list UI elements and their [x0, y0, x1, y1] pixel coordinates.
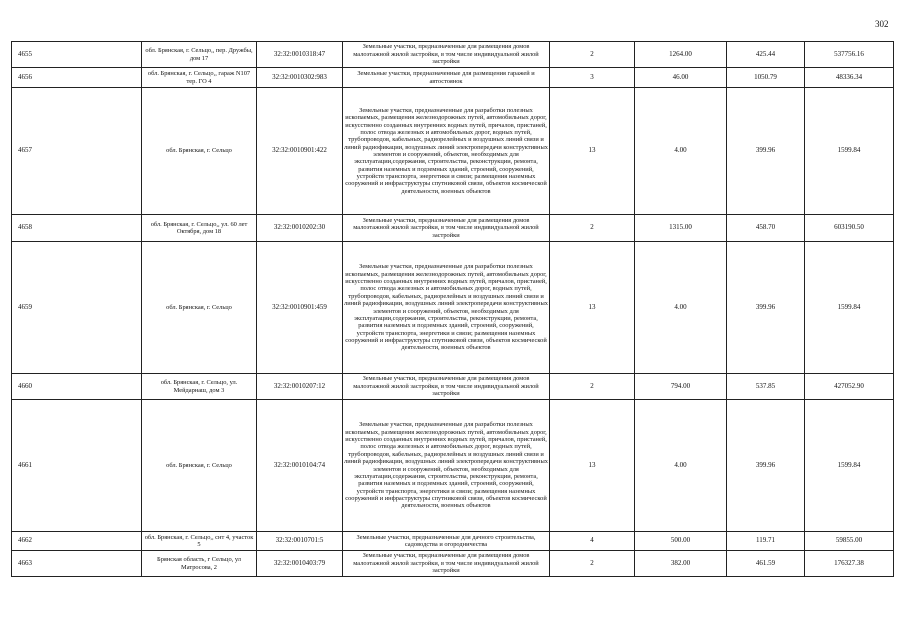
land-use-cell: Земельные участки, предназначенные для размещения домов малоэтажной жилой застройки, в том числе индивидуальной жилой застройки [343, 42, 550, 68]
area-cell: 794.00 [635, 374, 727, 400]
table-row [12, 242, 894, 374]
area-cell: 4.00 [635, 242, 727, 374]
specific-value-cell: 425.44 [727, 42, 805, 68]
specific-value-cell: 1050.79 [727, 68, 805, 88]
cadastral-value-cell: 176327.38 [805, 551, 894, 577]
specific-value-cell: 537.85 [727, 374, 805, 400]
area-cell: 4.00 [635, 88, 727, 215]
area-cell: 1315.00 [635, 215, 727, 242]
group-cell: 13 [550, 88, 635, 215]
group-cell: 3 [550, 68, 635, 88]
cadastral-number-cell: 32:32:0010104:74 [257, 400, 343, 532]
cadastral-number-cell: 32:32:0010403:79 [257, 551, 343, 577]
row-number: 4661 [12, 400, 142, 532]
area-cell: 46.00 [635, 68, 727, 88]
row-number: 4660 [12, 374, 142, 400]
specific-value-cell: 399.96 [727, 400, 805, 532]
cadastral-number-cell: 32:32:0010701:5 [257, 532, 343, 551]
specific-value-cell: 399.96 [727, 242, 805, 374]
row-number: 4659 [12, 242, 142, 374]
land-use-cell: Земельные участки, предназначенные для размещения домов малоэтажной жилой застройки, в том числе индивидуальной жилой застройки [343, 551, 550, 577]
specific-value-cell: 458.70 [727, 215, 805, 242]
group-cell: 2 [550, 215, 635, 242]
cadastral-value-cell: 59855.00 [805, 532, 894, 551]
address-cell: обл. Брянская, г. Сельцо [142, 400, 257, 532]
table-row [12, 215, 894, 242]
cadastral-number-cell: 32:32:0010318:47 [257, 42, 343, 68]
land-registry-table [11, 41, 894, 577]
address-cell: обл. Брянская, г. Сельцо, ул. Мейдарнаш, дом 3 [142, 374, 257, 400]
land-use-cell: Земельные участки, предназначенные для дачного строительства, садоводства и огородничества [343, 532, 550, 551]
land-use-cell: Земельные участки, предназначенные для разработки полезных ископаемых, размещения железнодорожных путей, автомобильных дорог, искусственно созданных внутренних водных путей, причалов, пристаней, полос отвода железных и автомобильных дорог, водных путей, трубопроводов, кабельных, радиорелейных и воздушных линий связи и линий радиофикации, воздушных линий электропередачи конструктивных элементов и сооружений, объектов, необходимых для эксплуатации,содержания, строительства, реконструкции, ремонта, развития наземных и подземных зданий, строений, сооружений, устройств транспорта, энергетики и связи; размещения наземных сооружений и инфраструктуры спутниковой связи, объектов космической деятельности, военных объектов [343, 400, 550, 532]
table-row [12, 400, 894, 532]
land-use-cell: Земельные участки, предназначенные для размещения гаражей и автостоянок [343, 68, 550, 88]
table-row [12, 551, 894, 577]
land-use-cell: Земельные участки, предназначенные для разработки полезных ископаемых, размещения железнодорожных путей, автомобильных дорог, искусственно созданных внутренних водных путей, причалов, пристаней, полос отвода железных и автомобильных дорог, водных путей, трубопроводов, кабельных, радиорелейных и воздушных линий связи и линий радиофикации, воздушных линий электропередачи конструктивных элементов и сооружений, объектов, необходимых для эксплуатации,содержания, строительства, реконструкции, ремонта, развития наземных и подземных зданий, строений, сооружений, устройств транспорта, энергетики и связи; размещения наземных сооружений и инфраструктуры спутниковой связи, объектов космической деятельности, военных объектов [343, 88, 550, 215]
row-number: 4663 [12, 551, 142, 577]
table-row [12, 532, 894, 551]
group-cell: 2 [550, 42, 635, 68]
group-cell: 4 [550, 532, 635, 551]
row-number: 4656 [12, 68, 142, 88]
address-cell: Брянская область, г Сельцо, ул Матросова, 2 [142, 551, 257, 577]
land-use-cell: Земельные участки, предназначенные для разработки полезных ископаемых, размещения железнодорожных путей, автомобильных дорог, искусственно созданных внутренних водных путей, причалов, пристаней, полос отвода железных и автомобильных дорог, водных путей, трубопроводов, кабельных, радиорелейных и воздушных линий связи и линий радиофикации, воздушных линий электропередачи конструктивных элементов и сооружений, объектов, необходимых для эксплуатации,содержания, строительства, реконструкции, ремонта, развития наземных и подземных зданий, строений, сооружений, устройств транспорта, энергетики и связи; размещения наземных сооружений и инфраструктуры спутниковой связи, объектов космической деятельности, военных объектов [343, 242, 550, 374]
area-cell: 1264.00 [635, 42, 727, 68]
cadastral-value-cell: 48336.34 [805, 68, 894, 88]
row-number: 4655 [12, 42, 142, 68]
address-cell: обл. Брянская, г. Сельцо,, пер. Дружбы, дом 17 [142, 42, 257, 68]
cadastral-number-cell: 32:32:0010302:983 [257, 68, 343, 88]
cadastral-number-cell: 32:32:0010207:12 [257, 374, 343, 400]
cadastral-value-cell: 1599.84 [805, 88, 894, 215]
table-row [12, 42, 894, 68]
cadastral-number-cell: 32:32:0010202:30 [257, 215, 343, 242]
address-cell: обл. Брянская, г. Сельцо,, гараж N107 тер. ГО 4 [142, 68, 257, 88]
address-cell: обл. Брянская, г. Сельцо [142, 242, 257, 374]
area-cell: 382.00 [635, 551, 727, 577]
cadastral-value-cell: 1599.84 [805, 400, 894, 532]
group-cell: 2 [550, 374, 635, 400]
group-cell: 13 [550, 242, 635, 374]
area-cell: 500.00 [635, 532, 727, 551]
row-number: 4662 [12, 532, 142, 551]
specific-value-cell: 461.59 [727, 551, 805, 577]
land-use-cell: Земельные участки, предназначенные для размещения домов малоэтажной жилой застройки, в том числе индивидуальной жилой застройки [343, 374, 550, 400]
group-cell: 2 [550, 551, 635, 577]
group-cell: 13 [550, 400, 635, 532]
cadastral-value-cell: 1599.84 [805, 242, 894, 374]
address-cell: обл. Брянская, г. Сельцо,, ул. 60 лет Октября, дом 18 [142, 215, 257, 242]
row-number: 4657 [12, 88, 142, 215]
cadastral-value-cell: 603190.50 [805, 215, 894, 242]
table-row [12, 374, 894, 400]
specific-value-cell: 119.71 [727, 532, 805, 551]
specific-value-cell: 399.96 [727, 88, 805, 215]
area-cell: 4.00 [635, 400, 727, 532]
land-use-cell: Земельные участки, предназначенные для размещения домов малоэтажной жилой застройки, в том числе индивидуальной жилой застройки [343, 215, 550, 242]
page-number: 302 [875, 19, 889, 29]
cadastral-value-cell: 537756.16 [805, 42, 894, 68]
cadastral-number-cell: 32:32:0010901:459 [257, 242, 343, 374]
address-cell: обл. Брянская, г. Сельцо,, снт 4, участок 5 [142, 532, 257, 551]
row-number: 4658 [12, 215, 142, 242]
table-row [12, 88, 894, 215]
cadastral-number-cell: 32:32:0010901:422 [257, 88, 343, 215]
address-cell: обл. Брянская, г. Сельцо [142, 88, 257, 215]
table-row [12, 68, 894, 88]
cadastral-value-cell: 427052.90 [805, 374, 894, 400]
